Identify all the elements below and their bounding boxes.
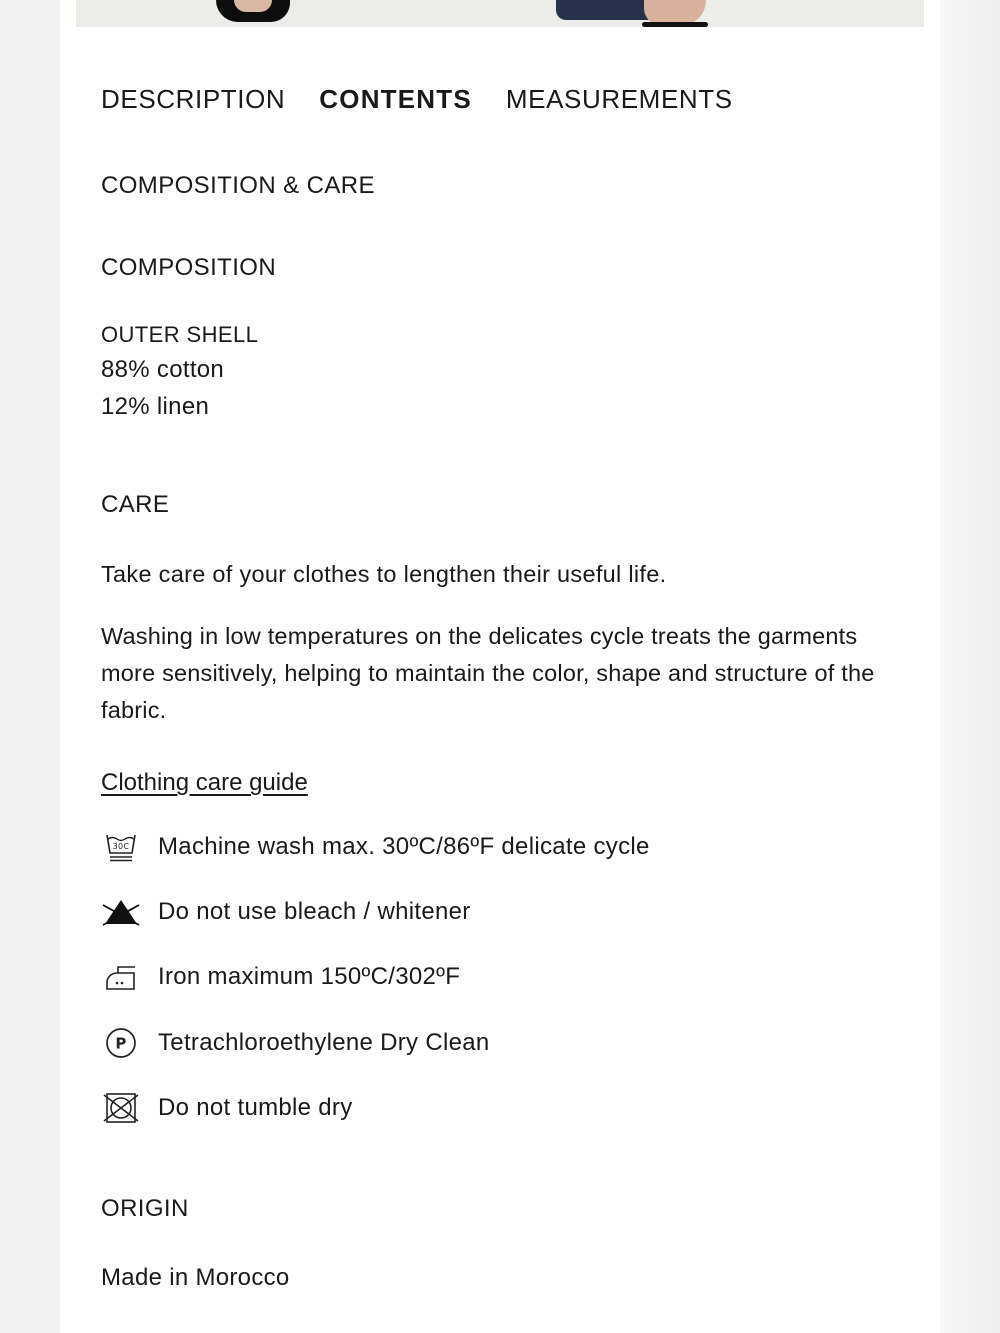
- composition-heading: COMPOSITION: [101, 254, 277, 281]
- tab-measurements[interactable]: MEASUREMENTS: [505, 84, 733, 114]
- care-instruction-dry-clean: [101, 1025, 490, 1061]
- background-edge: [940, 0, 1000, 1333]
- product-details-panel: [60, 0, 940, 1333]
- clothing-care-guide-link[interactable]: Clothing care guide: [101, 769, 308, 796]
- tab-description[interactable]: DESCRIPTION: [101, 84, 286, 114]
- iron-icon: [101, 959, 141, 995]
- care-instruction-iron: [101, 959, 460, 995]
- care-heading: CARE: [101, 491, 170, 518]
- care-instruction-text: Do not tumble dry: [158, 1094, 353, 1121]
- photo-sandal-sole: [642, 22, 708, 27]
- care-instruction-text: Tetrachloroethylene Dry Clean: [158, 1029, 490, 1056]
- care-instruction-text: Machine wash max. 30ºC/86ºF delicate cycle: [158, 833, 650, 860]
- photo-toe: [234, 0, 272, 12]
- no-tumble-dry-icon: [101, 1090, 141, 1126]
- material-item: 88% cotton: [101, 356, 225, 383]
- tab-contents[interactable]: CONTENTS: [319, 84, 472, 114]
- wash-temp-label: 30C: [112, 842, 130, 851]
- care-instruction-wash: [101, 829, 650, 865]
- origin-text: Made in Morocco: [101, 1264, 290, 1291]
- dry-clean-p-icon: [101, 1025, 141, 1061]
- care-paragraph: Washing in low temperatures on the delicates cycle treats the garments more sensitively, helping to maintain the color, shape and structure of the fabric.: [101, 623, 875, 723]
- material-item: 12% linen: [101, 393, 210, 420]
- care-instruction-text: Iron maximum 150ºC/302ºF: [158, 963, 461, 990]
- care-intro: Take care of your clothes to lengthen their useful life.: [101, 561, 667, 587]
- care-instruction-text: Do not use bleach / whitener: [158, 898, 471, 925]
- care-instruction-bleach: [101, 894, 471, 930]
- product-photo: [76, 0, 924, 27]
- care-instruction-tumble-dry: [101, 1090, 353, 1126]
- dry-clean-letter: P: [115, 1034, 127, 1053]
- outer-shell-label: OUTER SHELL: [101, 322, 259, 347]
- wash-30-icon: [101, 829, 141, 865]
- origin-heading: ORIGIN: [101, 1195, 189, 1222]
- no-bleach-icon: [101, 894, 141, 930]
- detail-tabs: [101, 84, 733, 115]
- section-title: COMPOSITION & CARE: [101, 172, 375, 199]
